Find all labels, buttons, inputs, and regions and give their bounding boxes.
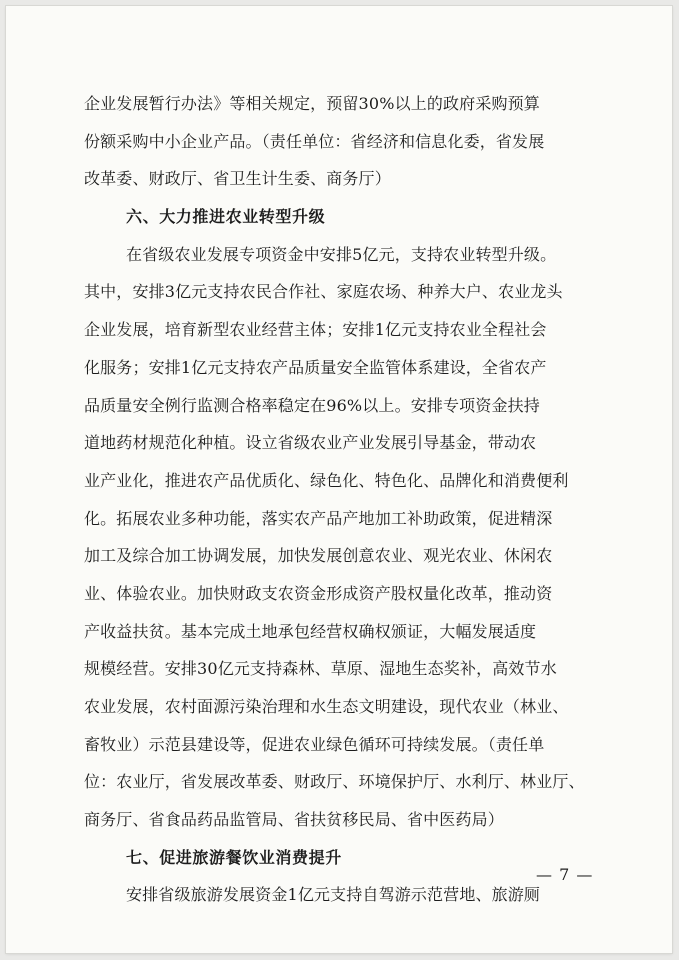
body-line: 企业发展暂行办法》等相关规定，预留30%以上的政府采购预算: [84, 94, 540, 113]
section-heading-tourism: 七、促进旅游餐饮业消费提升: [126, 847, 342, 867]
body-line: 安排省级旅游发展资金1亿元支持自驾游示范营地、旅游厕: [126, 885, 541, 905]
page-number: — 7 —: [536, 865, 594, 884]
body-line: 规模经营。安排30亿元支持森林、草原、湿地生态奖补，高效节水: [84, 659, 557, 679]
body-line: 在省级农业发展专项资金中安排5亿元，支持农业转型升级。: [126, 244, 557, 264]
body-line: 企业发展，培育新型农业经营主体；安排1亿元支持农业全程社会: [84, 320, 547, 340]
body-line: 业、体验农业。加快财政支农资金形成资产股权量化改革，推动资: [84, 583, 553, 603]
body-line: 份额采购中小企业产品。（责任单位：省经济和信息化委，省发展: [84, 131, 545, 151]
body-line: 产收益扶贫。基本完成土地承包经营权确权颁证，大幅发展适度: [84, 621, 537, 641]
body-line: 畜牧业）示范县建设等，促进农业绿色循环可持续发展。（责任单: [84, 734, 545, 754]
body-line: 化服务；安排1亿元支持农产品质量安全监管体系建设，全省农产: [84, 357, 547, 377]
body-line: 业产业化，推进农产品优质化、绿色化、特色化、品牌化和消费便利: [84, 470, 569, 490]
body-line: 加工及综合加工协调发展，加快发展创意农业、观光农业、休闲农: [84, 546, 553, 566]
body-line: 其中，安排3亿元支持农民合作社、家庭农场、种养大户、农业龙头: [84, 282, 563, 302]
document-page: [6, 6, 672, 953]
body-line: 农业发展，农村面源污染治理和水生态文明建设，现代农业（林业、: [84, 697, 569, 716]
body-line: 位：农业厅，省发展改革委、财政厅、环境保护厅、水利厅、林业厅、: [84, 772, 585, 792]
body-line: 化。拓展农业多种功能，落实农产品产地加工补助政策，促进精深: [84, 508, 553, 528]
body-line: 品质量安全例行监测合格率稳定在96%以上。安排专项资金扶持: [84, 395, 540, 415]
body-line: 商务厅、省食品药品监管局、省扶贫移民局、省中医药局）: [84, 810, 504, 830]
document-body: [84, 85, 617, 914]
body-line: 改革委、财政厅、省卫生计生委、商务厅）: [84, 169, 391, 189]
body-line: 道地药材规范化种植。设立省级农业产业发展引导基金，带动农: [84, 433, 537, 453]
section-heading-agriculture: 六、大力推进农业转型升级: [126, 207, 326, 227]
